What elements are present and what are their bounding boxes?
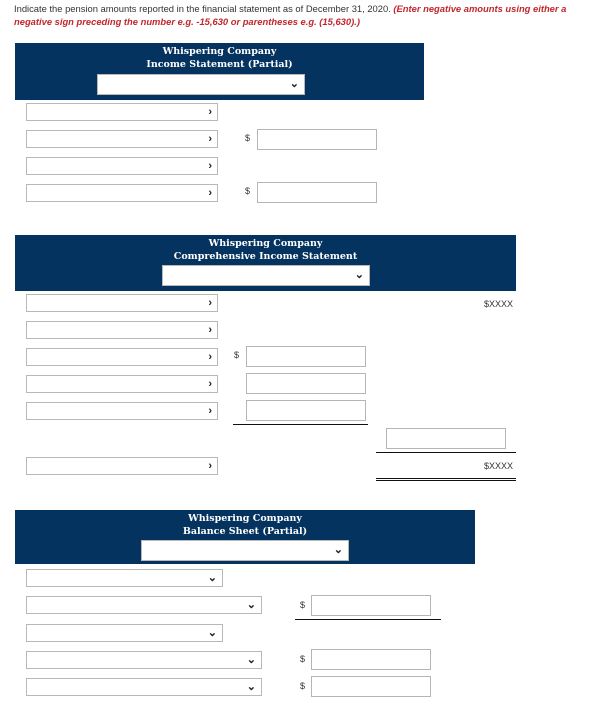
income-statement-account-select-4[interactable] bbox=[26, 184, 218, 202]
comprehensive-income-amount-input-2[interactable] bbox=[246, 373, 366, 394]
comprehensive-income-title: Comprehensive Income Statement bbox=[173, 251, 358, 262]
chevron-down-icon: ⌄ bbox=[246, 654, 256, 666]
balance-sheet-dollar-sign-2: $ bbox=[300, 654, 306, 664]
income-statement-dollar-sign-1: $ bbox=[245, 133, 251, 143]
balance-sheet-amount-input-1[interactable] bbox=[311, 595, 431, 616]
chevron-down-icon: ⌄ bbox=[246, 599, 256, 611]
comprehensive-income-double-underline bbox=[376, 478, 516, 481]
balance-sheet-amount-input-3[interactable] bbox=[311, 676, 431, 697]
chevron-down-icon: › bbox=[208, 297, 212, 309]
balance-sheet-dollar-sign-1: $ bbox=[300, 600, 306, 610]
chevron-down-icon: › bbox=[208, 351, 212, 363]
income-statement-company: Whispering Company bbox=[162, 46, 277, 57]
chevron-down-icon: ⌄ bbox=[246, 681, 256, 693]
chevron-down-icon: › bbox=[208, 378, 212, 390]
chevron-down-icon: › bbox=[208, 133, 212, 145]
balance-sheet-date-select[interactable] bbox=[141, 540, 349, 561]
income-statement-amount-input-1[interactable] bbox=[257, 129, 377, 150]
instructions bbox=[14, 2, 600, 28]
chevron-down-icon: › bbox=[208, 160, 212, 172]
income-statement-date-select[interactable] bbox=[97, 74, 305, 95]
chevron-down-icon: ⌄ bbox=[207, 572, 217, 584]
balance-sheet-subtotal-line bbox=[295, 619, 441, 620]
chevron-down-icon: ⌄ bbox=[207, 627, 217, 639]
comprehensive-income-account-select-4[interactable] bbox=[26, 375, 218, 393]
chevron-down-icon: ⌄ bbox=[354, 269, 364, 281]
comprehensive-income-account-select-1[interactable] bbox=[26, 294, 218, 312]
comprehensive-income-total-placeholder: $XXXX bbox=[483, 461, 513, 471]
income-statement-title: Income Statement (Partial) bbox=[146, 59, 293, 70]
chevron-down-icon: › bbox=[208, 187, 212, 199]
balance-sheet-amount-input-2[interactable] bbox=[311, 649, 431, 670]
income-statement-amount-input-2[interactable] bbox=[257, 182, 377, 203]
chevron-down-icon: › bbox=[208, 405, 212, 417]
comprehensive-income-amount-input-3[interactable] bbox=[246, 400, 366, 421]
comprehensive-income-account-select-3[interactable] bbox=[26, 348, 218, 366]
chevron-down-icon: › bbox=[208, 460, 212, 472]
balance-sheet-title: Balance Sheet (Partial) bbox=[182, 526, 308, 537]
balance-sheet-account-select-5[interactable] bbox=[26, 678, 262, 696]
income-statement-dollar-sign-2: $ bbox=[245, 186, 251, 196]
comprehensive-income-amount-input-1[interactable] bbox=[246, 346, 366, 367]
income-statement-account-select-1[interactable] bbox=[26, 103, 218, 121]
comprehensive-income-date-select[interactable] bbox=[162, 265, 370, 286]
instructions-note: (Enter negative amounts using either a negative sign preceding the number e.g. -15,630 or parentheses e.g. (15,630).) bbox=[14, 3, 567, 27]
chevron-down-icon: ⌄ bbox=[289, 78, 299, 90]
balance-sheet-dollar-sign-3: $ bbox=[300, 681, 306, 691]
balance-sheet-account-select-1[interactable] bbox=[26, 569, 223, 587]
comprehensive-income-dollar-sign: $ bbox=[234, 350, 240, 360]
balance-sheet-account-select-4[interactable] bbox=[26, 651, 262, 669]
comprehensive-income-account-select-6[interactable] bbox=[26, 457, 218, 475]
instructions-text: Indicate the pension amounts reported in the financial statement as of December 31, 2020. bbox=[14, 3, 391, 14]
chevron-down-icon: › bbox=[208, 324, 212, 336]
comprehensive-income-net-income-placeholder: $XXXX bbox=[483, 299, 513, 309]
income-statement-account-select-2[interactable] bbox=[26, 130, 218, 148]
chevron-down-icon: › bbox=[208, 106, 212, 118]
balance-sheet-account-select-3[interactable] bbox=[26, 624, 223, 642]
balance-sheet-account-select-2[interactable] bbox=[26, 596, 262, 614]
balance-sheet-company: Whispering Company bbox=[188, 513, 302, 524]
comprehensive-income-company: Whispering Company bbox=[208, 238, 323, 249]
comprehensive-income-account-select-2[interactable] bbox=[26, 321, 218, 339]
comprehensive-income-total-line bbox=[376, 452, 516, 453]
comprehensive-income-account-select-5[interactable] bbox=[26, 402, 218, 420]
comprehensive-income-total-input[interactable] bbox=[386, 428, 506, 449]
income-statement-account-select-3[interactable] bbox=[26, 157, 218, 175]
comprehensive-income-subtotal-line bbox=[233, 424, 368, 425]
chevron-down-icon: ⌄ bbox=[333, 544, 343, 556]
